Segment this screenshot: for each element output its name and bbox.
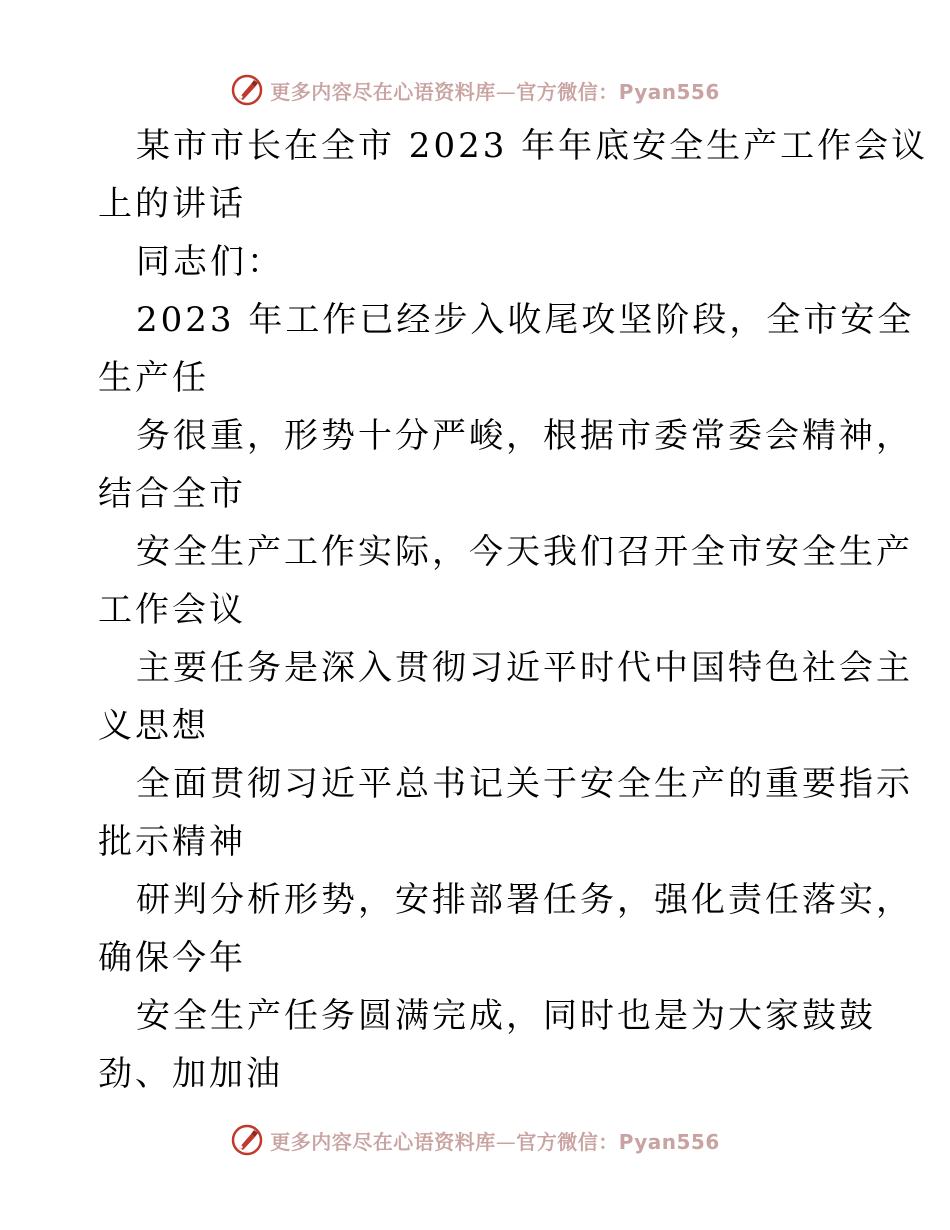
watermark-contact: 官方微信：Pyan556: [516, 1129, 720, 1154]
text-line: 主要任务是深入贯彻习近平时代中国特色社会主: [136, 648, 913, 688]
document-body: [98, 117, 929, 1103]
text-line: 全面贯彻习近平总书记关于安全生产的重要指示: [136, 764, 913, 804]
text-line: 上的讲话: [98, 184, 246, 224]
text-line: 批示精神: [98, 822, 246, 862]
text-line: 研判分析形势，安排部署任务，强化责任落实，: [136, 880, 913, 920]
watermark-text: [270, 1126, 720, 1155]
watermark-text: [270, 76, 720, 105]
text-line: 同志们：: [136, 242, 284, 282]
text-line: 工作会议: [98, 590, 246, 630]
text-line: 义思想: [98, 706, 209, 746]
watermark-separator: —: [495, 79, 517, 104]
footer-watermark-banner: [0, 1120, 950, 1160]
text-line: 安全生产任务圆满完成，同时也是为大家鼓鼓: [136, 996, 876, 1036]
text-line: 劲、加加油: [98, 1054, 283, 1094]
text-line: 结合全市: [98, 474, 246, 514]
text-line: 务很重，形势十分严峻，根据市委常委会精神，: [136, 416, 913, 456]
pen-logo-icon: [230, 73, 264, 107]
text-line: 生产任: [98, 358, 209, 398]
watermark-contact: 官方微信：Pyan556: [516, 79, 720, 104]
text-line: 2023 年工作已经步入收尾攻坚阶段，全市安全: [136, 300, 915, 340]
watermark-separator: —: [495, 1129, 517, 1154]
header-watermark-banner: [0, 70, 950, 110]
text-line: 确保今年: [98, 938, 246, 978]
pen-logo-icon: [230, 1123, 264, 1157]
watermark-site-name: 更多内容尽在心语资料库: [270, 79, 496, 104]
text-line: 安全生产工作实际，今天我们召开全市安全生产: [136, 532, 913, 572]
text-line: 某市市长在全市 2023 年年底安全生产工作会议: [136, 126, 929, 166]
watermark-site-name: 更多内容尽在心语资料库: [270, 1129, 496, 1154]
